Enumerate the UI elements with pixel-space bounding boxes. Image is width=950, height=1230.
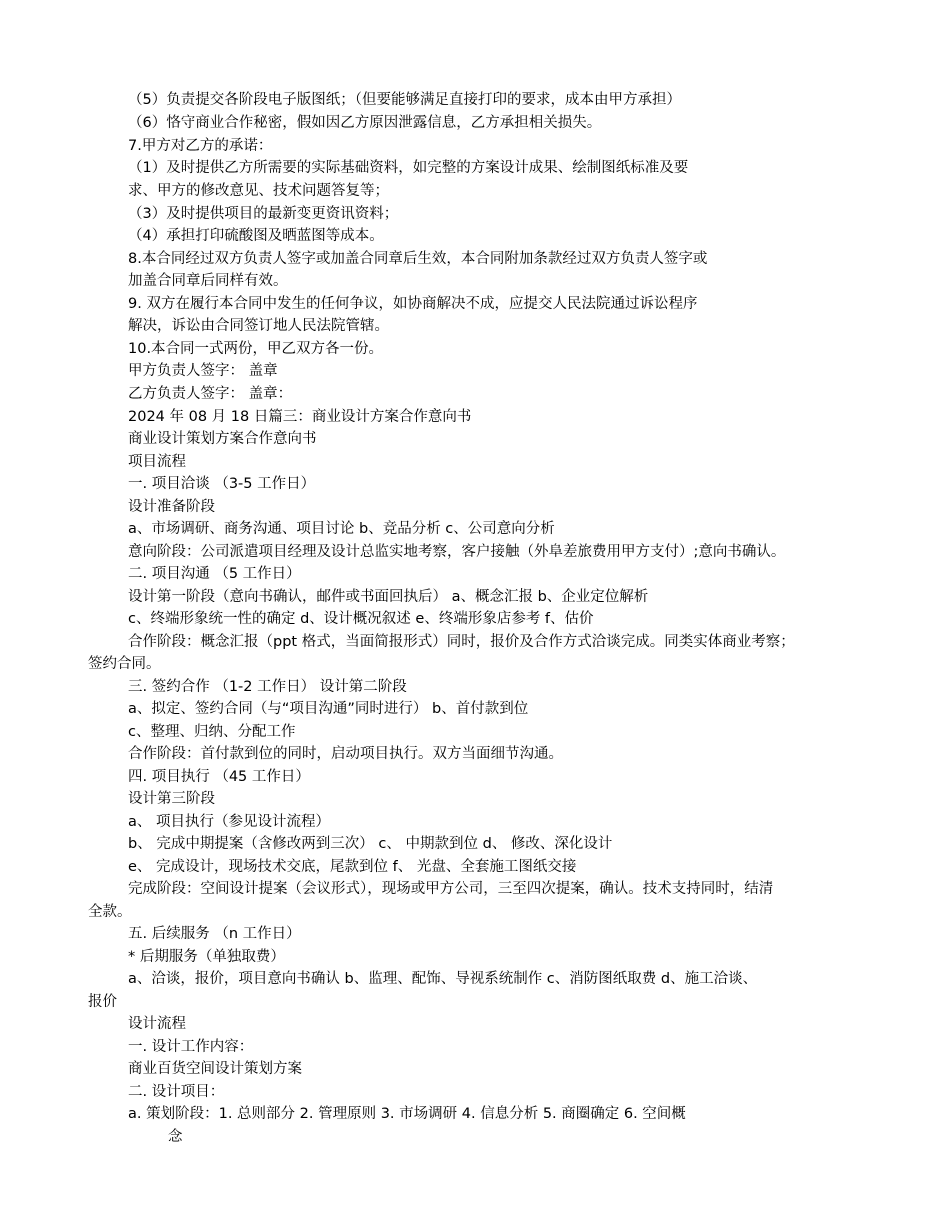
text-line: 全款。 [88, 904, 132, 920]
text-line: * 后期服务（单独取费） [128, 949, 285, 965]
heading: 商业设计策划方案合作意向书 [128, 431, 317, 447]
text-line: 9. 双方在履行本合同中发生的任何争议，如协商解决不成，应提交人民法院通过诉讼程序 [128, 296, 698, 312]
text-line: 签约合同。 [88, 656, 161, 672]
section-heading: 二. 设计项目： [128, 1084, 225, 1100]
heading: 设计流程 [128, 1016, 186, 1032]
section-heading: 一. 设计工作内容： [128, 1039, 254, 1055]
text-line: （4）承担打印硫酸图及晒蓝图等成本。 [128, 228, 384, 244]
text-line: 意向阶段：公司派遣项目经理及设计总监实地考察，客户接触（外阜差旅费用甲方支付）;意向书确认。 [128, 544, 786, 560]
date-line: 2024 年 08 月 18 日篇三：商业设计方案合作意向书 [128, 409, 472, 425]
heading: 项目流程 [128, 454, 186, 470]
text-line: a、洽谈，报价，项目意向书确认 b、监理、配饰、导视系统制作 c、消防图纸取费 d、施工洽谈、 [128, 971, 758, 987]
signature-line-party-b: 乙方负责人签字： 盖章： [128, 386, 293, 402]
text-line: 报价 [88, 994, 117, 1010]
text-line: 设计第三阶段 [128, 791, 215, 807]
text-line: 完成阶段：空间设计提案（会议形式），现场或甲方公司，三至四次提案，确认。技术支持同时，结清 [128, 881, 774, 897]
text-line: a、 项目执行（参见设计流程） [128, 814, 330, 830]
text-line: 设计准备阶段 [128, 499, 215, 515]
text-line: 加盖合同章后同样有效。 [128, 273, 288, 289]
text-line: 8.本合同经过双方负责人签字或加盖合同章后生效，本合同附加条款经过双方负责人签字或 [128, 251, 708, 267]
text-line: 合作阶段：概念汇报（ppt 格式，当面简报形式）同时，报价及合作方式洽谈完成。同类实体商业考察； [128, 634, 795, 650]
text-line: c、终端形象统一性的确定 d、设计概况叙述 e、终端形象店参考 f、估价 [128, 611, 594, 627]
section-heading: 四. 项目执行 （45 工作日） [128, 769, 310, 785]
text-line: （3）及时提供项目的最新变更资讯资料； [128, 206, 399, 222]
text-line: c、整理、归纳、分配工作 [128, 724, 296, 740]
text-line: 7.甲方对乙方的承诺： [128, 138, 273, 154]
text-line: （6）恪守商业合作秘密，假如因乙方原因泄露信息，乙方承担相关损失。 [128, 115, 602, 131]
section-heading: 二. 项目沟通 （5 工作日） [128, 566, 301, 582]
section-heading: 五. 后续服务 （n 工作日） [128, 926, 301, 942]
text-line: 求、甲方的修改意见、技术问题答复等； [128, 183, 389, 199]
text-line: a. 策划阶段：1. 总则部分 2. 管理原则 3. 市场调研 4. 信息分析 5. 商圈确定 6. 空间概 [128, 1106, 686, 1122]
text-line: 10.本合同一式两份，甲乙双方各一份。 [128, 341, 384, 357]
text-line: a、市场调研、商务沟通、项目讨论 b、竞品分析 c、公司意向分析 [128, 521, 555, 537]
text-line: （1）及时提供乙方所需要的实际基础资料，如完整的方案设计成果、绘制图纸标准及要 [128, 160, 689, 176]
text-line: 商业百货空间设计策划方案 [128, 1061, 302, 1077]
text-line: 合作阶段：首付款到位的同时，启动项目执行。双方当面细节沟通。 [128, 746, 563, 762]
text-line: 念 [168, 1129, 183, 1145]
text-line: （5）负责提交各阶段电子版图纸；（但要能够满足直接打印的要求，成本由甲方承担） [128, 92, 681, 108]
section-heading: 三. 签约合作 （1-2 工作日） 设计第二阶段 [128, 679, 407, 695]
section-heading: 一. 项目洽谈 （3-5 工作日） [128, 476, 316, 492]
signature-line-party-a: 甲方负责人签字： 盖章 [128, 363, 278, 379]
text-line: e、 完成设计，现场技术交底，尾款到位 f、 光盘、全套施工图纸交接 [128, 859, 577, 875]
text-line: b、 完成中期提案（含修改两到三次） c、 中期款到位 d、 修改、深化设计 [128, 836, 613, 852]
text-line: 设计第一阶段（意向书确认，邮件或书面回执后） a、概念汇报 b、企业定位解析 [128, 589, 649, 605]
text-line: 解决，诉讼由合同签订地人民法院管辖。 [128, 318, 389, 334]
text-line: a、拟定、签约合同（与“项目沟通”同时进行） b、首付款到位 [128, 701, 529, 717]
